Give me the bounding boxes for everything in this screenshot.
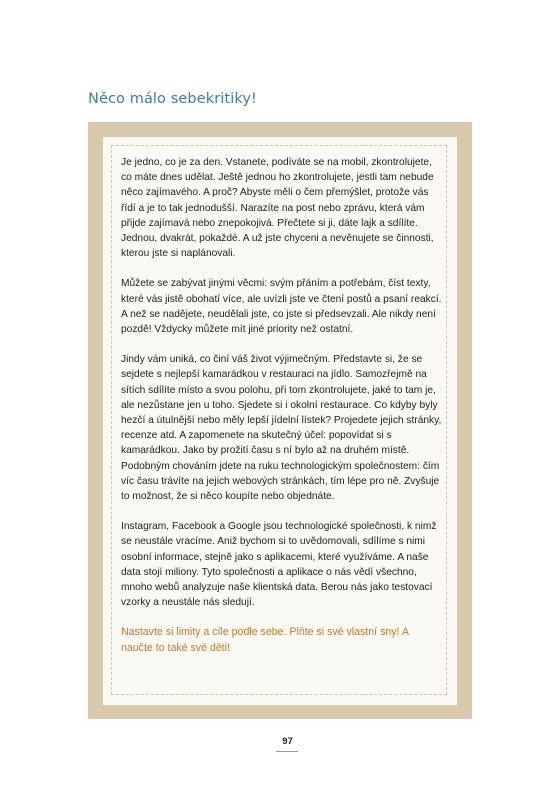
- paragraph-3: Jindy vám uniká, co činí váš život výjimečným. Představte si, že se sejdete s nejlepší kamarádkou v restauraci na jídlo. Samozřejmě na sítích sdílíte místo a svou polohu, při tom zkontrolujete, jaké to tam je, ale nezůstane jen u toho. Sjedete si i okolní restaurace. Co kdyby byly hezčí a útulnější nebo měly lepší jídelní lístek? Projedete jejich stránky, recenze atd. A zapomenete na skutečný účel: popovídat si s kamarádkou. Jako by prožití času s ní bylo až na druhém místě. Podobným chováním jdete na ruku technologickým společnostem: čím víc času trávíte na jejich webových stránkách, tím lépe pro ně. Zvyšuje to možnost, že si něco koupíte nebo objednáte.: [121, 354, 442, 503]
- section-heading: Něco málo sebekritiky!: [88, 91, 257, 107]
- box-content: [121, 155, 443, 657]
- closing-callout: Nastavte si limity a cíle podle sebe. Plňte si své vlastní sny! A naučte to také své děti!: [121, 626, 409, 655]
- page-number-underline: [276, 751, 298, 752]
- paragraph-4: Instagram, Facebook a Google jsou technologické společnosti, k nimž se neustále vracíme. Aniž bychom si to uvědomovali, sdílíme s nimi osobní informace, stejně jako s aplikacemi, které využíváme. A naše data stojí miliony. Tyto společnosti a aplikace o nás vědí všechno, mnoho webů analyzuje naše klientská data. Berou nás jako testovací vzorky a neustále nás sledují.: [121, 521, 437, 609]
- page-number: 97: [282, 736, 293, 747]
- paragraph-2: Můžete se zabývat jinými věcmi: svým přáním a potřebám, číst texty, které vás jistě obohatí více, ale uvízli jste ve čtení postů a psaní reakcí. A než se nadějete, neudělali jste, co jste si předsevzali. Ale nikdy není pozdě! Vždycky můžete mít jiné priority než ostatní.: [121, 278, 442, 336]
- paragraph-1: Je jedno, co je za den. Vstanete, podíváte se na mobil, zkontrolujete, co máte dnes udělat. Ještě jednou ho zkontrolujete, jestli tam nebude něco zajímavého. A proč? Abyste měli o čem přemýšlet, protože vás řídí a je to tak jednodušší. Narazíte na post nebo zprávu, která vám přijde zajímavá nebo znepokojivá. Přečtete si ji, dáte lajk a sdílíte. Jednou, dvakrát, pokaždé. A už jste chyceni a nevěnujete se činnosti, kterou jste si naplánovali.: [121, 157, 434, 260]
